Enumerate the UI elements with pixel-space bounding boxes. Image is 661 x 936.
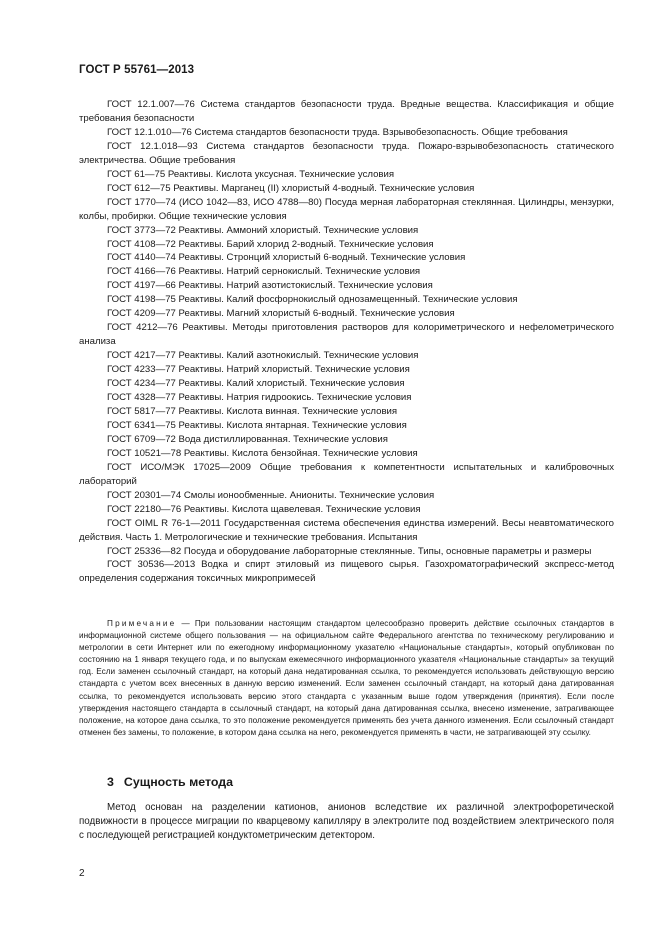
section-paragraph: Метод основан на разделении катионов, анионов вследствие их различной электрофоретической подвижности в процессе миграции по кварцевому капилляру в электролите под воздействием электрического поля с последующей регистрацией кондуктометрическим детектором. [79,802,614,841]
reference-item: ГОСТ 4233—77 Реактивы. Натрий хлористый. Технические условия [107,364,410,376]
section-heading [107,775,233,789]
reference-item: ГОСТ OIML R 76-1—2011 Государственная система обеспечения единства измерений. Весы неавтоматического действия. Часть 1. Метрологические и технические требования. Испытания [79,517,614,543]
reference-item: ГОСТ 4234—77 Реактивы. Калий хлористый. Технические условия [107,378,405,390]
reference-item: ГОСТ 10521—78 Реактивы. Кислота бензойная. Технические условия [107,447,418,459]
reference-item: ГОСТ 12.1.018—93 Система стандартов безопасности труда. Пожаро-взрывобезопасность статического электричества. Общие требования [79,140,614,166]
reference-item: ГОСТ 4140—74 Реактивы. Стронций хлористый 6-водный. Технические условия [107,252,466,264]
reference-item: ГОСТ 4166—76 Реактивы. Натрий сернокислый. Технические условия [107,266,421,278]
reference-item: ГОСТ 61—75 Реактивы. Кислота уксусная. Технические условия [107,168,395,180]
reference-item: ГОСТ 22180—76 Реактивы. Кислота щавелевая. Технические условия [107,503,421,515]
reference-item: ГОСТ 5817—77 Реактивы. Кислота винная. Технические условия [107,405,398,417]
reference-item: ГОСТ 4198—75 Реактивы. Калий фосфорнокислый однозамещенный. Технические условия [107,294,518,306]
reference-item: ГОСТ 20301—74 Смолы ионообменные. Аниониты. Технические условия [107,489,435,501]
reference-item: ГОСТ 4328—77 Реактивы. Натрия гидроокись. Технические условия [107,392,412,404]
normative-references-list [79,98,614,586]
note-block [79,618,614,739]
page-number: 2 [79,868,85,879]
reference-item: ГОСТ 4212—76 Реактивы. Методы приготовления растворов для колориметрического и нефелометрического анализа [79,322,614,348]
note-label: Примечание [107,619,177,628]
reference-item: ГОСТ 4197—66 Реактивы. Натрий азотистокислый. Технические условия [107,280,433,292]
reference-item: ГОСТ ИСО/МЭК 17025—2009 Общие требования к компетентности испытательных и калибровочных лабораторий [79,461,614,487]
reference-item: ГОСТ 1770—74 (ИСО 1042—83, ИСО 4788—80) Посуда мерная лабораторная стеклянная. Цилиндры, мензурки, колбы, пробирки. Общие технические условия [79,196,614,222]
section-body [79,801,614,843]
reference-item: ГОСТ 612—75 Реактивы. Марганец (II) хлористый 4-водный. Технические условия [107,182,475,194]
reference-item: ГОСТ 4209—77 Реактивы. Магний хлористый 6-водный. Технические условия [107,308,455,320]
reference-item: ГОСТ 25336—82 Посуда и оборудование лабораторные стеклянные. Типы, основные параметры и размеры [107,545,592,557]
reference-item: ГОСТ 12.1.010—76 Система стандартов безопасности труда. Взрывобезопасность. Общие требования [107,126,568,138]
section-title: Сущность метода [123,775,234,789]
reference-item: ГОСТ 4108—72 Реактивы. Барий хлорид 2-водный. Технические условия [107,238,434,250]
reference-item: ГОСТ 4217—77 Реактивы. Калий азотнокислый. Технические условия [107,350,419,362]
note-text: — При пользовании настоящим стандартом целесообразно проверить действие ссылочных стандартов в информационной системе общего пользования — на официальном сайте Федерального агентства по техническому регулированию и метрологии в сети Интернет или по ежегодному информационному указателю «Национальные стандарты», который опубликован по состоянию на 1 января текущего года, и по выпускам ежемесячного информационного указателя «Национальные стандарты» за текущий год. Если заменен ссылочный стандарт, на который дана недатированная ссылка, то рекомендуется использовать действующую версию стандарта с учетом всех внесенных в данную версию изменений. Если заменен ссылочный стандарт, на который дана датированная ссылка, то рекомендуется использовать версию этого стандарта с указанным выше годом утверждения (принятия). Если после утверждения настоящего стандарта в ссылочный стандарт, на который дана датированная ссылка, внесено изменение, затрагивающее положение, на которое дана ссылка, то это положение рекомендуется применять без учета данного изменения. Если ссылочный стандарт отменен без замены, то положение, в котором дана ссылка на него, рекомендуется применять в части, не затрагивающей эту ссылку. [79,619,614,737]
reference-item: ГОСТ 30536—2013 Водка и спирт этиловый из пищевого сырья. Газохроматографический экспресс-метод определения содержания токсичных микропримесей [79,559,614,585]
reference-item: ГОСТ 12.1.007—76 Система стандартов безопасности труда. Вредные вещества. Классификация и общие требования безопасности [79,99,614,124]
note-paragraph [79,618,614,739]
section-number: 3 [107,775,114,789]
reference-item: ГОСТ 3773—72 Реактивы. Аммоний хлористый. Технические условия [107,224,419,236]
reference-item: ГОСТ 6709—72 Вода дистиллированная. Технические условия [107,433,388,445]
reference-item: ГОСТ 6341—75 Реактивы. Кислота янтарная. Технические условия [107,419,407,431]
document-header: ГОСТ Р 55761—2013 [79,64,195,76]
